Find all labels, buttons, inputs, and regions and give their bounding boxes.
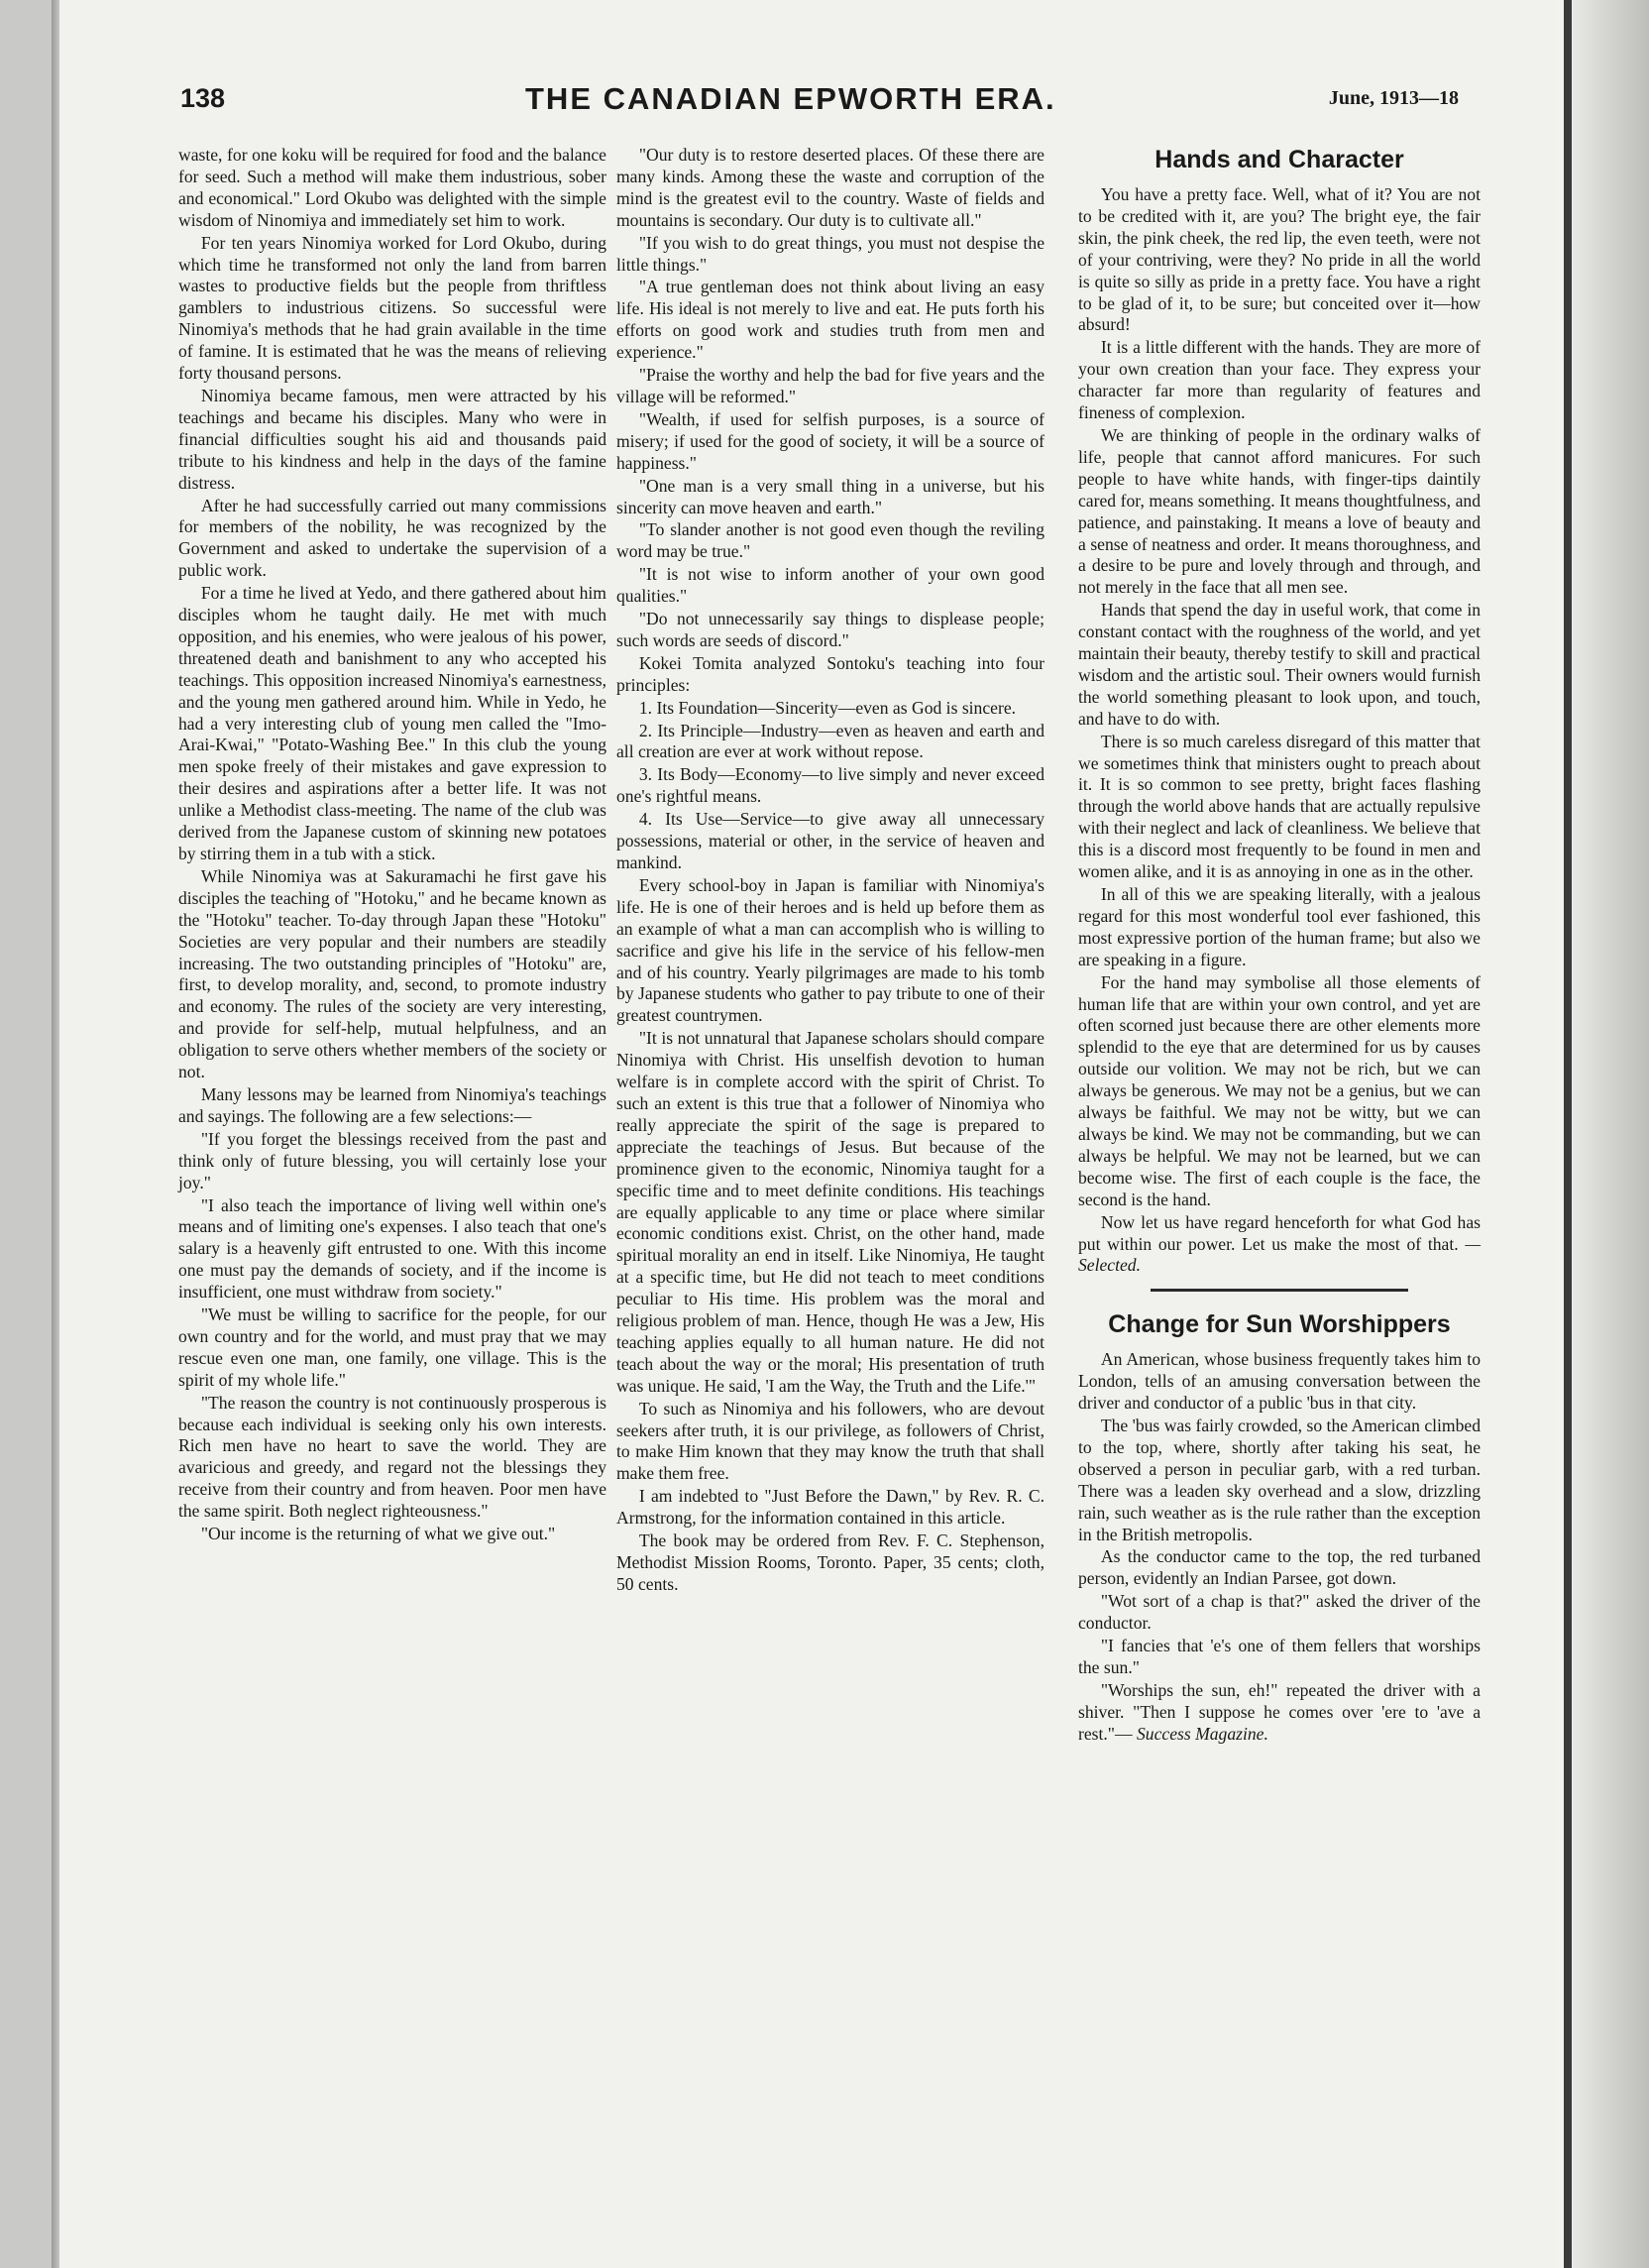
paragraph — [178, 386, 606, 495]
paragraph-text: "A true gentleman does not think about living an easy life. His ideal is not merely to live and eat. He puts forth his efforts on good work and studies truth from men and experience." — [616, 277, 1044, 363]
article-source: Success Magazine. — [1136, 1723, 1268, 1744]
paragraph — [1078, 884, 1481, 971]
paragraph-text: 3. Its Body—Economy—to live simply and never exceed one's rightful means. — [616, 764, 1044, 807]
facing-page-edge — [1572, 0, 1649, 2268]
paragraph-text: "Our income is the returning of what we give out." — [200, 1524, 556, 1544]
paragraph-text: It is a little different with the hands. They are more of your own creation than your face. They express your character far more than regularity of features and fineness of complexion. — [1078, 337, 1481, 423]
paragraph — [178, 1393, 606, 1523]
paragraph — [1078, 1591, 1481, 1635]
paragraph — [616, 564, 1044, 608]
paragraph-text: "It is not wise to inform another of your own good qualities." — [616, 564, 1044, 607]
paragraph-text: The 'bus was fairly crowded, so the American climbed to the top, where, shortly after taking his seat, he observed a person in peculiar garb, with a red turban. There was a leaden sky overhead and a slow, drizzling rain, such weather as is the rule rather than the exception in the British metropolis. — [1078, 1416, 1481, 1544]
magazine-title: THE CANADIAN EPWORTH ERA. — [525, 81, 1056, 116]
paragraph-text: "It is not unnatural that Japanese scholars should compare Ninomiya with Christ. His unselfish devotion to human welfare is in complete accord with the spirit of Christ. To such an extent is this true that a follower of Ninomiya who really appreciate the spirit of the sage is prepared to appreciate the teachings of Jesus. But because of the prominence given to the economic, Ninomiya taught for a specific time and to meet definite conditions. His teachings are equally applicable to any time or place where similar economic conditions exist. Christ, on the other hand, made spiritual morality an end in itself. Like Ninomiya, He taught at a specific time, but He did not teach to meet conditions peculiar to His time. His problem was the moral and religious problem of man. Hence, though He was a Jew, His teaching applies equally to all human nature. He did not teach about the way or the moral; His presentation of truth was unique. He said, 'I am the Way, the Truth and the Life.'" — [616, 1028, 1044, 1396]
article-source: —Selected. — [1078, 1233, 1481, 1276]
paragraph — [1078, 732, 1481, 883]
paragraph-text: "To slander another is not good even though the reviling word may be true." — [616, 519, 1044, 562]
paragraph-text: There is so much careless disregard of this matter that we sometimes think that ministers ought to preach about it. It is so common to see pretty, bright faces flashing through the world above hands that are actually repulsive with their neglect and lack of cleanliness. We believe that this is a discord most frequently to be found in men and women alike, and it is as annoying in one as in the other. — [1078, 731, 1481, 882]
article-divider — [1151, 1289, 1408, 1292]
paragraph — [616, 609, 1044, 652]
paragraph — [1078, 1680, 1481, 1746]
paragraph — [616, 809, 1044, 874]
paragraph — [178, 583, 606, 865]
paragraph-text: "Praise the worthy and help the bad for five years and the village will be reformed." — [616, 365, 1044, 406]
paragraph — [616, 519, 1044, 563]
paragraph-text: You have a pretty face. Well, what of it? You are not to be credited with it, are you? The bright eye, the fair skin, the pink cheek, the red lip, the even teeth, were not of your contriving, were they? No pride in all the world is quite so silly as pride in a pretty face. You have a right to be glad of it, to be sure; but conceited over it—how absurd! — [1078, 184, 1481, 335]
paragraph-text: The book may be ordered from Rev. F. C. Stephenson, Methodist Mission Rooms, Toronto. Paper, 35 cents; cloth, 50 cents. — [616, 1531, 1044, 1594]
paragraph-text: "I also teach the importance of living well within one's means and of limiting one's expenses. I also teach that one's salary is a heavenly gift entrusted to one. With this income one must pay the demands of society, and if the income is insufficient, one must withdraw from society." — [178, 1194, 606, 1303]
article-hands-and-character — [1078, 184, 1481, 1277]
paragraph — [178, 496, 606, 583]
paragraph — [1078, 184, 1481, 336]
paragraph — [616, 476, 1044, 519]
paragraph — [616, 1399, 1044, 1486]
paragraph — [616, 698, 1044, 720]
paragraph — [616, 764, 1044, 808]
binding-line — [1564, 0, 1572, 2268]
paragraph-text: "One man is a very small thing in a universe, but his sincerity can move heaven and earth." — [616, 475, 1044, 517]
paragraph — [1078, 1546, 1481, 1590]
paragraph — [178, 1524, 606, 1545]
issue-date: June, 1913—18 — [1328, 87, 1459, 109]
paragraph — [616, 653, 1044, 697]
article-change-for-sun-worshippers — [1078, 1349, 1481, 1745]
article-title-hands-and-character: Hands and Character — [1154, 146, 1404, 173]
paragraph-text: "Wot sort of a chap is that?" asked the driver of the conductor. — [1078, 1591, 1481, 1634]
column-2 — [616, 145, 1044, 1596]
paragraph — [178, 1084, 606, 1128]
paragraph — [178, 1129, 606, 1194]
page-number: 138 — [180, 83, 226, 113]
paragraph-text: "Our duty is to restore deserted places. Of these there are many kinds. Among these the waste and corruption of the mind is the greatest evil to the country. Waste of fields and mountains is secondary. Our duty is to cultivate all." — [616, 145, 1044, 230]
paragraph-text: 1. Its Foundation—Sincerity—even as God is sincere. — [638, 697, 1017, 718]
paragraph-text: In all of this we are speaking literally, with a jealous regard for this most wonderful tool ever fashioned, this most expressive portion of the human frame; but also we are speaking in a figure. — [1078, 884, 1481, 969]
paragraph-text: 4. Its Use—Service—to give away all unnecessary possessions, material or other, in the service of heaven and mankind. — [616, 809, 1044, 872]
paragraph — [1078, 1636, 1481, 1679]
paragraph-text: Ninomiya became famous, men were attracted by his teachings and became his disciples. Many who were in financial difficulties sought his aid and thousands paid tribute to his kindness and help in the days of the famine distress. — [178, 385, 606, 493]
paragraph — [1078, 1416, 1481, 1545]
paragraph — [178, 1304, 606, 1392]
paragraph-text: "If you wish to do great things, you must not despise the little things." — [616, 232, 1044, 275]
paragraph-text: "Do not unnecessarily say things to displease people; such words are seeds of discord." — [616, 609, 1044, 650]
paragraph-text: "Worships the sun, eh!" repeated the driver with a shiver. "Then I suppose he comes over 'ere to 'ave a rest."— — [1078, 1679, 1481, 1744]
paragraph-text: Kokei Tomita analyzed Sontoku's teaching into four principles: — [616, 652, 1044, 695]
paragraph-text: While Ninomiya was at Sakuramachi he first gave his disciples the teaching of "Hotoku," and he became known as the "Hotoku" teacher. To-day through Japan these "Hotoku" Societies are very popular and their numbers are steadily increasing. The two outstanding principles of "Hotoku" are, first, to develop morality, and, second, to promote industry and economy. The rules of the society are very interesting, and provide for self-help, mutual helpfulness, and an obligation to serve others whether members of the society or not. — [178, 865, 606, 1082]
paragraph-text: I am indebted to "Just Before the Dawn," by Rev. R. C. Armstrong, for the information contained in this article. — [616, 1486, 1044, 1529]
paragraph-text: We are thinking of people in the ordinary walks of life, people that cannot afford manicures. For such people to have white hands, with finger-tips daintily cared for, means something. It means thoughtfulness, and patience, and painstaking. It means a love of beauty and a sense of neatness and order. It means thoroughness, and a desire to be pure and lovely through and through, and not merely in the face that all men see. — [1078, 424, 1481, 598]
paragraph — [616, 875, 1044, 1027]
paragraph-text: waste, for one koku will be required for food and the balance for seed. Such a method will make them industrious, sober and economical." Lord Okubo was delighted with the simple wisdom of Ninomiya and immediately set him to work. — [178, 145, 606, 230]
paragraph-text: Every school-boy in Japan is familiar with Ninomiya's life. He is one of their heroes and is held up before them as an example of what a man can accomplish who is willing to sacrifice and give his life in the service of his fellow-men and of his country. Yearly pilgrimages are made to his tomb by Japanese students who gather to pay tribute to one of their greatest countrymen. — [616, 874, 1044, 1026]
paragraph-text: After he had successfully carried out many commissions for members of the nobility, he was recognized by the Government and asked to undertake the supervision of a public work. — [178, 495, 606, 581]
paragraph-text: "We must be willing to sacrifice for the people, for our own country and for the world, and must pray that we may rescue even one man, one family, one village. This is the spirit of my whole life." — [178, 1304, 606, 1390]
paragraph — [1078, 1212, 1481, 1278]
column-3 — [1078, 145, 1481, 1746]
paragraph-text: As the conductor came to the top, the red turbaned person, evidently an Indian Parsee, got down. — [1078, 1546, 1481, 1589]
paragraph-text: "Wealth, if used for selfish purposes, is a source of misery; if used for the good of society, it will be a source of happiness." — [616, 408, 1044, 473]
running-header — [180, 83, 1459, 123]
paragraph-text: "If you forget the blessings received from the past and think only of future blessing, you will certainly lose your joy." — [178, 1128, 606, 1192]
paragraph — [616, 145, 1044, 232]
paragraph-text: For the hand may symbolise all those elements of human life that are within your own control, and yet are often scorned just because there are other elements more splendid to the eye that are determined for us by causes outside our volition. We may not be rich, but we can always be generous. We may not be a genius, but we can always be faithful. We may not be witty, but we can always be kind. We may not be commanding, but we can always be helpful. We may not be learned, but we can become wise. The first of each couple is the face, the second is the hand. — [1078, 971, 1481, 1209]
paragraph-text: Now let us have regard henceforth for what God has put within our power. Let us make the most of that. — [1078, 1211, 1481, 1254]
paragraph — [178, 1195, 606, 1304]
paragraph-text: Hands that spend the day in useful work, that come in constant contact with the roughness of the world, and yet maintain their beauty, thereby testify to skill and practical wisdom and the artistic soul. Their owners would furnish the world something pleasant to look upon, and touch, and have to do with. — [1078, 600, 1481, 729]
paragraph — [616, 1531, 1044, 1596]
paragraph — [616, 365, 1044, 408]
paragraph-text: "The reason the country is not continuously prosperous is because each individual is seeking only his own interests. Rich men have no heart to save the world. They are avaricious and greedy, and regard not the blessings they receive from their country and from heaven. Poor men have the same spirit. Both neglect righteousness." — [178, 1392, 606, 1522]
paragraph — [1078, 1349, 1481, 1415]
paragraph — [178, 233, 606, 385]
paragraph — [616, 1486, 1044, 1530]
paragraph — [1078, 600, 1481, 730]
article-title-change-for-sun-worshippers: Change for Sun Worshippers — [1108, 1310, 1451, 1339]
paragraph — [1078, 425, 1481, 599]
paragraph-text: "I fancies that 'e's one of them fellers that worships the sun." — [1078, 1636, 1481, 1677]
paragraph — [616, 409, 1044, 475]
paragraph-text: An American, whose business frequently takes him to London, tells of an amusing conversation between the driver and conductor of a public 'bus in that city. — [1078, 1349, 1481, 1414]
paragraph-text: To such as Ninomiya and his followers, who are devout seekers after truth, it is our privilege, as followers of Christ, to make Him known that they may know the truth that shall make them free. — [616, 1398, 1044, 1484]
paragraph — [178, 145, 606, 232]
paragraph-text: For ten years Ninomiya worked for Lord Okubo, during which time he transformed not only the land from barren wastes to productive fields but the people from thriftless gamblers to industrious citizens. So successful were Ninomiya's methods that he had grain available in the time of famine. It is estimated that he was the means of relieving forty thousand persons. — [178, 232, 606, 384]
column-1 — [178, 145, 606, 1545]
paragraph-text: For a time he lived at Yedo, and there gathered about him disciples whom he taught daily. He met with much opposition, and his enemies, who were jealous of his power, threatened death and banishment to any who accepted his teachings. This opposition increased Ninomiya's earnestness, and the young men gathered around him. While in Yedo, he had a very interesting club of young men called the "Imo-Arai-Kwai," "Potato-Washing Bee." In this club the young men spoke freely of their mistakes and gave expression to their desires and aspirations after a better life. It was not unlike a Methodist class-meeting. The name of the club was derived from the Japanese custom of skinning new potatoes by stirring them in a tub with a stick. — [178, 583, 606, 863]
paragraph — [616, 721, 1044, 764]
paragraph — [616, 1028, 1044, 1397]
paragraph — [1078, 972, 1481, 1211]
paragraph — [178, 866, 606, 1083]
paragraph — [616, 277, 1044, 364]
paragraph — [1078, 337, 1481, 424]
paragraph — [616, 233, 1044, 277]
paragraph-text: 2. Its Principle—Industry—even as heaven and earth and all creation are ever at work without repose. — [616, 720, 1044, 762]
paragraph-text: Many lessons may be learned from Ninomiya's teachings and sayings. The following are a few selections:— — [178, 1083, 606, 1126]
